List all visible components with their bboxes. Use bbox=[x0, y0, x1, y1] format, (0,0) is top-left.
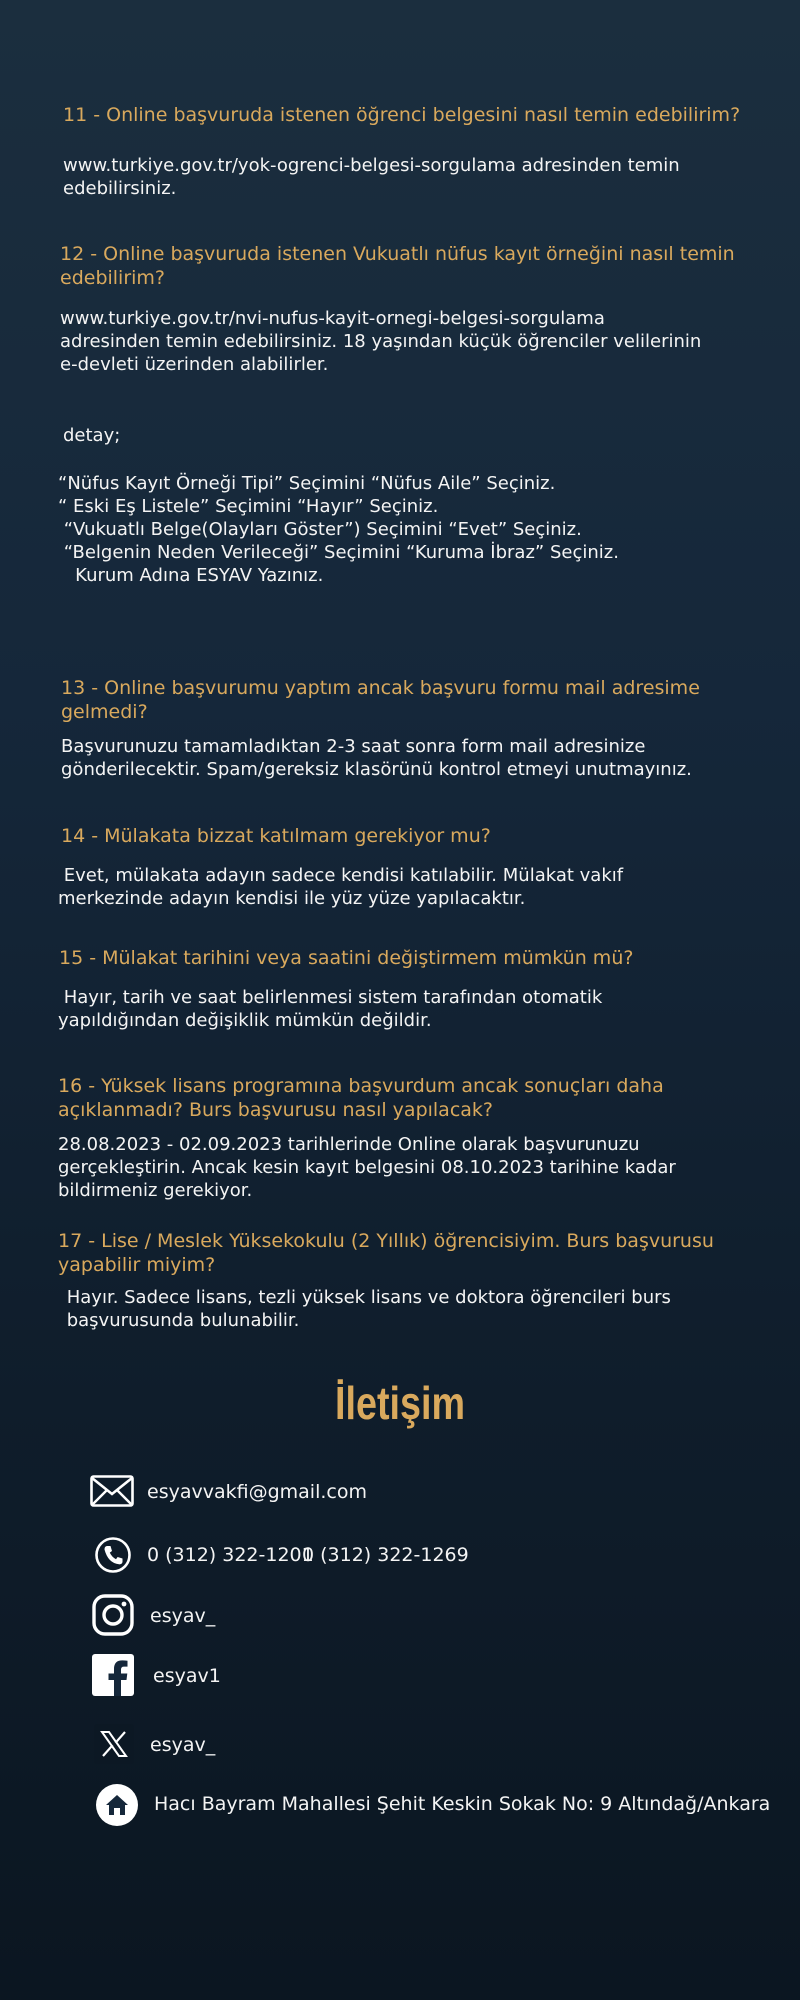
faq-14-answer: Evet, mülakata adayın sadece kendisi katılabilir. Mülakat vakıf merkezinde adayın kendisi ile yüz yüze yapılacaktır. bbox=[58, 865, 624, 909]
x-handle[interactable]: esyav_ bbox=[150, 1734, 216, 1756]
detail-line: “Vukuatlı Belge(Olayları Göster”) Seçimini “Evet” Seçiniz. bbox=[58, 519, 582, 540]
home-icon bbox=[95, 1783, 139, 1827]
faq-14-question: 14 - Mülakata bizzat katılmam gerekiyor mu? bbox=[61, 825, 491, 847]
faq-13-question: 13 - Online başvurumu yaptım ancak başvuru formu mail adresime gelmedi? bbox=[61, 677, 700, 723]
faq-11-answer: www.turkiye.gov.tr/yok-ogrenci-belgesi-sorgulama adresinden temin edebilirsiniz. bbox=[63, 155, 680, 199]
facebook-handle[interactable]: esyav1 bbox=[153, 1665, 221, 1687]
phone-number-1[interactable]: 0 (312) 322-1201 bbox=[147, 1544, 314, 1566]
phone-icon bbox=[94, 1536, 132, 1574]
faq-12-detail-heading: detay; bbox=[63, 425, 121, 446]
faq-13-answer: Başvurunuzu tamamladıktan 2-3 saat sonra form mail adresinize gönderilecektir. Spam/gereksiz klasörünü kontrol etmeyi unutmayınız. bbox=[61, 736, 692, 780]
address-text: Hacı Bayram Mahallesi Şehit Keskin Sokak No: 9 Altındağ/Ankara bbox=[154, 1793, 771, 1815]
faq-15-answer: Hayır, tarih ve saat belirlenmesi sistem tarafından otomatik yapıldığından değişiklik mümkün değildir. bbox=[58, 987, 603, 1031]
faq-11-question: 11 - Online başvuruda istenen öğrenci belgesini nasıl temin edebilirim? bbox=[63, 104, 741, 126]
instagram-icon bbox=[92, 1594, 134, 1636]
faq-16-question: 16 - Yüksek lisans programına başvurdum ancak sonuçları daha açıklanmadı? Burs başvurusu nasıl yapılacak? bbox=[58, 1075, 664, 1121]
phone-number-2[interactable]: 0 (312) 322-1269 bbox=[302, 1544, 469, 1566]
x-icon bbox=[94, 1724, 134, 1764]
faq-17-question: 17 - Lise / Meslek Yüksekokulu (2 Yıllık) öğrencisiyim. Burs başvurusu yapabilir miyim? bbox=[58, 1230, 714, 1276]
contact-title: İletişim bbox=[335, 1377, 465, 1429]
mail-icon bbox=[90, 1475, 134, 1507]
facebook-icon bbox=[92, 1654, 134, 1696]
email-link[interactable]: esyavvakfi@gmail.com bbox=[147, 1481, 367, 1503]
faq-12-question: 12 - Online başvuruda istenen Vukuatlı nüfus kayıt örneğini nasıl temin edebilirim? bbox=[60, 243, 735, 289]
faq-12-answer: www.turkiye.gov.tr/nvi-nufus-kayit-ornegi-belgesi-sorgulama adresinden temin edebilirsiniz. 18 yaşından küçük öğrenciler velilerinin e-devleti üzerinden alabilirler. bbox=[60, 308, 702, 375]
detail-line: “Belgenin Neden Verileceği” Seçimini “Kuruma İbraz” Seçiniz. bbox=[58, 542, 619, 563]
instagram-handle[interactable]: esyav_ bbox=[150, 1605, 216, 1627]
faq-15-question: 15 - Mülakat tarihini veya saatini değiştirmem mümkün mü? bbox=[59, 947, 634, 969]
faq-12-detail-list bbox=[58, 472, 758, 587]
faq-17-answer: Hayır. Sadece lisans, tezli yüksek lisans ve doktora öğrencileri burs başvurusunda bulunabilir. bbox=[61, 1287, 671, 1331]
detail-line: “Nüfus Kayıt Örneği Tipi” Seçimini “Nüfus Aile” Seçiniz. bbox=[58, 473, 556, 494]
detail-line: “ Eski Eş Listele” Seçimini “Hayır” Seçiniz. bbox=[58, 496, 439, 517]
detail-line: Kurum Adına ESYAV Yazınız. bbox=[58, 565, 324, 586]
faq-16-answer: 28.08.2023 - 02.09.2023 tarihlerinde Online olarak başvurunuzu gerçekleştirin. Ancak kesin kayıt belgesini 08.10.2023 tarihine kadar bildirmeniz gerekiyor. bbox=[58, 1134, 676, 1201]
